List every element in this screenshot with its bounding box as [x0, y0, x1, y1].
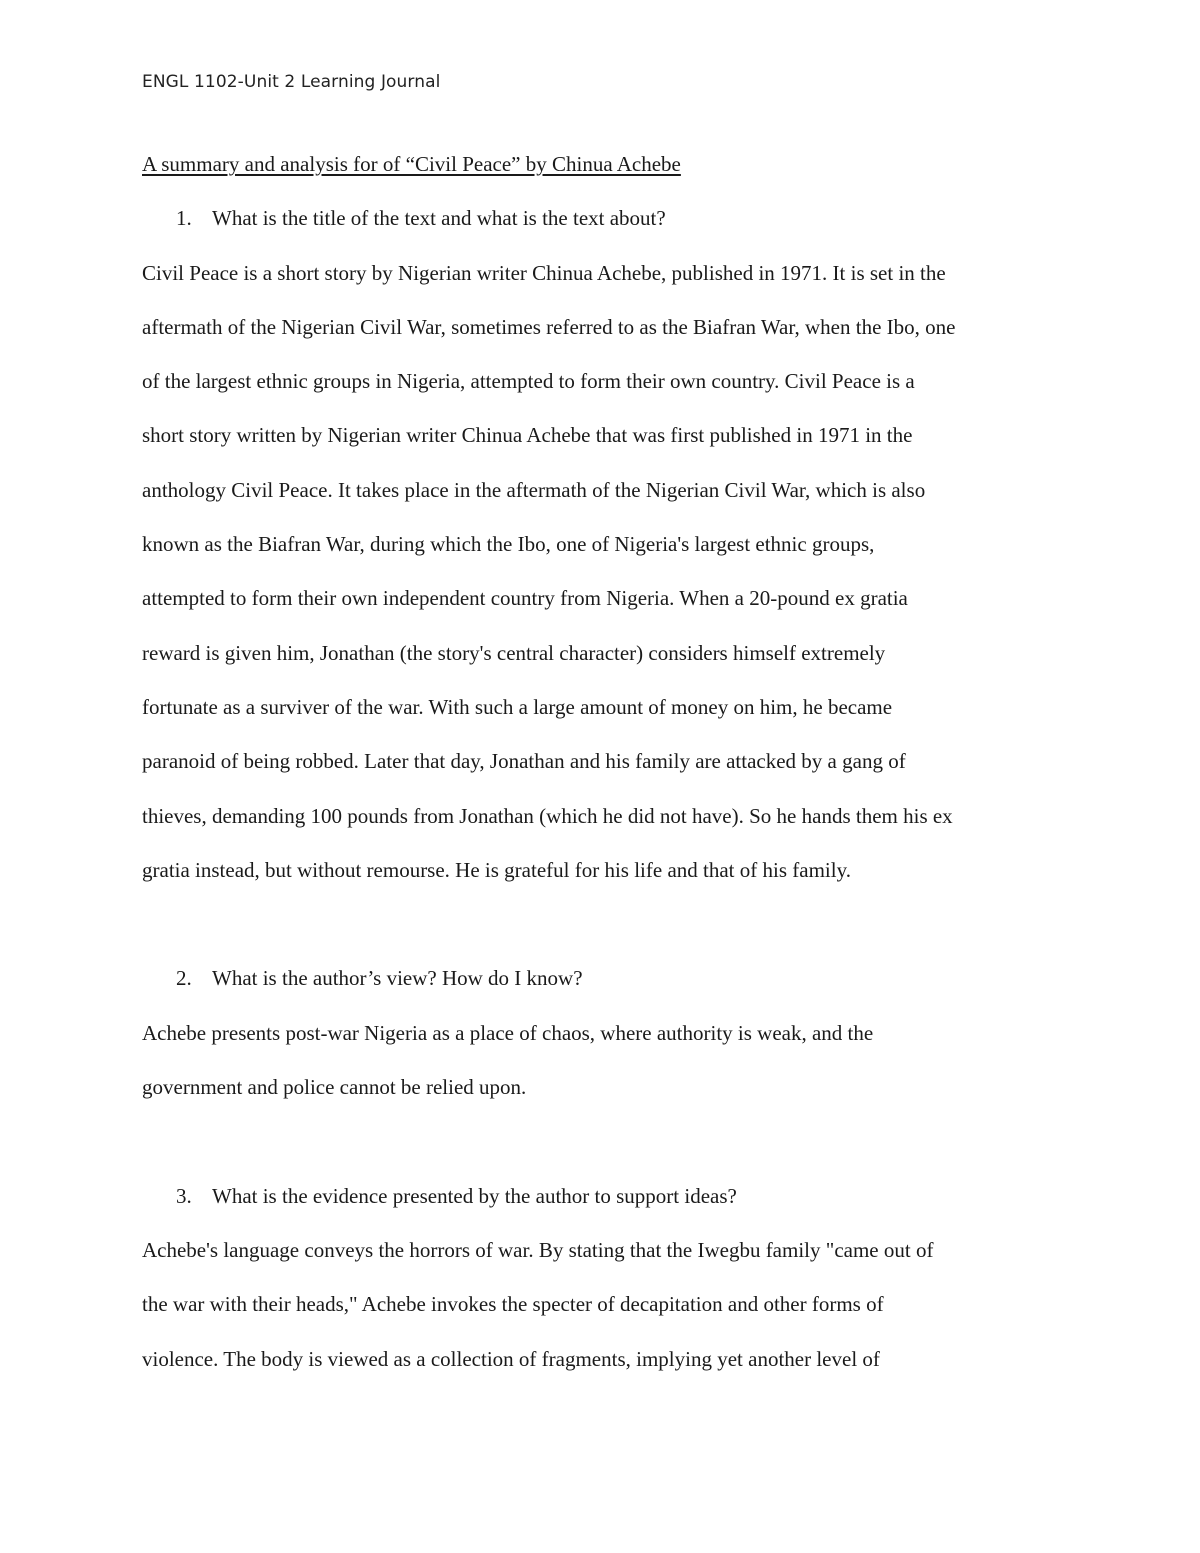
question-text: What is the evidence presented by the author to support ideas?	[212, 1183, 737, 1208]
answer-line: violence. The body is viewed as a collection of fragments, implying yet another level of	[142, 1346, 880, 1371]
question-number: 3.	[176, 1183, 192, 1208]
document-title: A summary and analysis for of “Civil Peace” by Chinua Achebe	[142, 152, 681, 176]
question-3	[142, 1169, 1062, 1223]
answer-line: Civil Peace is a short story by Nigerian writer Chinua Achebe, published in 1971. It is set in the	[142, 260, 946, 285]
page-header: ENGL 1102-Unit 2 Learning Journal	[142, 72, 441, 92]
paragraph-gap	[142, 1114, 1062, 1168]
paragraph-gap	[142, 897, 1062, 951]
answer-line: Achebe's language conveys the horrors of war. By stating that the Iwegbu family "came out of	[142, 1237, 934, 1262]
answer-line: Achebe presents post-war Nigeria as a place of chaos, where authority is weak, and the	[142, 1020, 874, 1045]
question-number: 1.	[176, 206, 192, 231]
answer-line: fortunate as a surviver of the war. With such a large amount of money on him, he became	[142, 694, 893, 719]
answer-line: gratia instead, but without remourse. He is grateful for his life and that of his family.	[142, 857, 851, 882]
question-text: What is the title of the text and what is the text about?	[212, 206, 666, 231]
question-text: What is the author’s view? How do I know?	[212, 966, 583, 991]
document-body	[142, 137, 1062, 1386]
answer-line: aftermath of the Nigerian Civil War, sometimes referred to as the Biafran War, when the Ibo, one	[142, 314, 956, 339]
answer-line: short story written by Nigerian writer Chinua Achebe that was first published in 1971 in the	[142, 423, 913, 448]
answer-line: known as the Biafran War, during which the Ibo, one of Nigeria's largest ethnic groups,	[142, 532, 875, 557]
question-2	[142, 951, 1062, 1005]
answer-line: of the largest ethnic groups in Nigeria, attempted to form their own country. Civil Peace is a	[142, 369, 915, 394]
question-1	[142, 191, 1062, 245]
answer-line: the war with their heads," Achebe invokes the specter of decapitation and other forms of	[142, 1292, 884, 1317]
answer-line: attempted to form their own independent country from Nigeria. When a 20-pound ex gratia	[142, 586, 908, 611]
question-number: 2.	[176, 966, 192, 991]
answer-line: anthology Civil Peace. It takes place in the aftermath of the Nigerian Civil War, which is also	[142, 477, 926, 502]
answer-line: government and police cannot be relied upon.	[142, 1075, 527, 1100]
answer-line: reward is given him, Jonathan (the story's central character) considers himself extremely	[142, 640, 886, 665]
answer-line: paranoid of being robbed. Later that day, Jonathan and his family are attacked by a gang of	[142, 749, 906, 774]
answer-line: thieves, demanding 100 pounds from Jonathan (which he did not have). So he hands them his ex	[142, 803, 953, 828]
